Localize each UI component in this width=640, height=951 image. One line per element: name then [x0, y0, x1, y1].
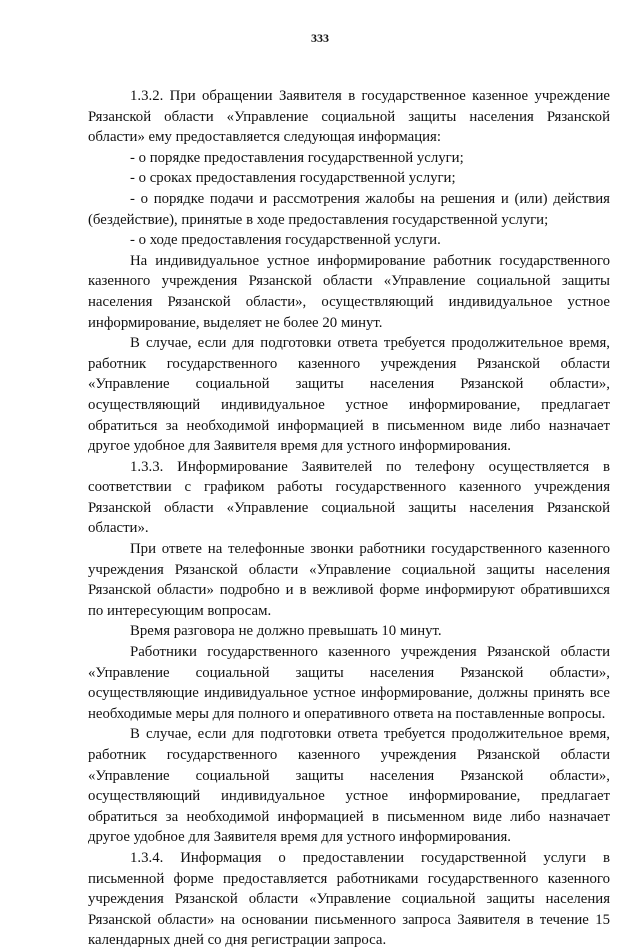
list-item-progress: - о ходе предоставления государственной услуги. — [130, 232, 441, 249]
paragraph-phone-calls: При ответе на телефонные звонки работники государственного казенного учреждения Рязанской области «Управление социальной защиты населения Рязанской области» подробно и в вежливой форме информируют обратившихся по интересующим вопросам. — [88, 541, 610, 619]
list-item-complaints: - о порядке подачи и рассмотрения жалобы на решения и (или) действия (бездействие), принятые в ходе предоставления государственной услуги; — [88, 190, 610, 228]
paragraph-1-3-3: 1.3.3. Информирование Заявителей по телефону осуществляется в соответствии с графиком работы государственного казенного учреждения Рязанской области «Управление социальной защиты населения Рязанской области». — [88, 458, 610, 537]
page-number: 333 — [311, 31, 329, 45]
paragraph-1-3-4: 1.3.4. Информация о предоставлении государственной услуги в письменной форме предоставляется работниками государственного казенного учреждения Рязанской области «Управление социальной защиты населения Рязанской области» на основании письменного запроса Заявителя в течение 15 календарных дней со дня регистрации запроса. — [88, 849, 610, 949]
paragraph-call-duration: Время разговора не должно превышать 10 минут. — [130, 623, 442, 640]
list-item-terms: - о сроках предоставления государственной услуги; — [130, 170, 456, 187]
list-item-procedure: - о порядке предоставления государственной услуги; — [130, 149, 464, 166]
document-body — [88, 86, 610, 951]
paragraph-extended-time: В случае, если для подготовки ответа требуется продолжительное время, работник государственного казенного учреждения Рязанской области «Управление социальной защиты населения Рязанской области», осуществляющий индивидуальное устное информирование, предлагает обратиться за необходимой информацией в письменном виде либо назначает другое удобное для Заявителя время для устного информирования. — [88, 335, 610, 455]
paragraph-1-3-2: 1.3.2. При обращении Заявителя в государственное казенное учреждение Рязанской области «Управление социальной защиты населения Рязанской области» ему предоставляется следующая информация: — [88, 88, 610, 146]
paragraph-oral-informing: На индивидуальное устное информирование работник государственного казенного учреждения Рязанской области «Управление социальной защиты населения Рязанской области», осуществляющий индивидуальное устное информирование, выделяет не более 20 минут. — [88, 252, 610, 331]
paragraph-staff-duties: Работники государственного казенного учреждения Рязанской области «Управление социальной защиты населения Рязанской области», осуществляющие индивидуальное устное информирование, должны принять все необходимые меры для полного и оперативного ответа на поставленные вопросы. — [88, 644, 610, 722]
paragraph-extended-time-2: В случае, если для подготовки ответа требуется продолжительное время, работник государственного казенного учреждения Рязанской области «Управление социальной защиты населения Рязанской области», осуществляющий индивидуальное устное информирование, предлагает обратиться за необходимой информацией в письменном виде либо назначает другое удобное для Заявителя время для устного информирования. — [88, 726, 610, 846]
